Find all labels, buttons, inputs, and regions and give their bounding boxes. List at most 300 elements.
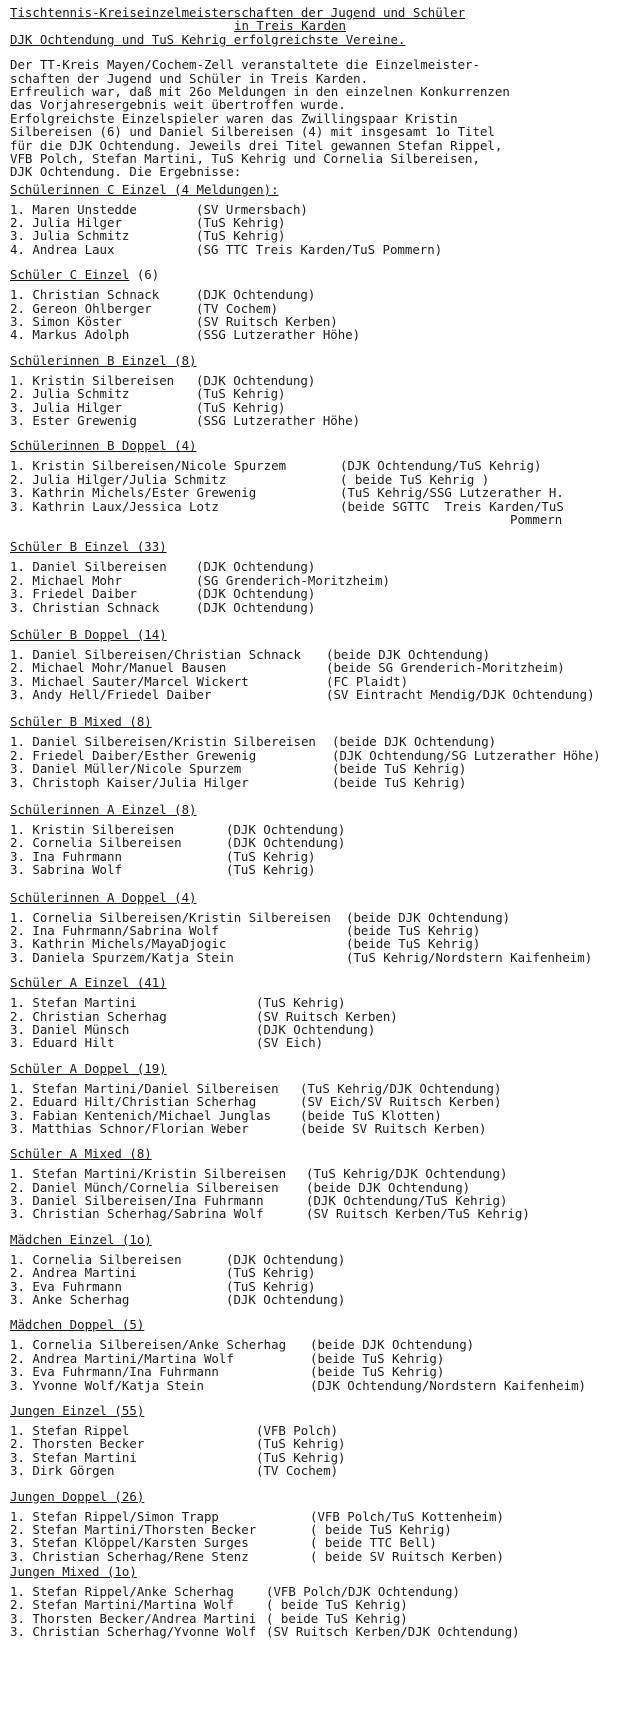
result-club: ( beide TuS Kehrig) xyxy=(266,1597,408,1613)
result-entry xyxy=(10,1095,630,1108)
section-heading xyxy=(10,1147,630,1161)
result-rank: 3. xyxy=(10,1535,25,1551)
result-rank: 2. xyxy=(10,1094,25,1110)
result-rank: 2. xyxy=(10,922,25,938)
result-entry xyxy=(10,473,630,486)
result-entry xyxy=(10,459,630,472)
result-entry xyxy=(10,924,630,937)
result-club: (TuS Kehrig) xyxy=(196,228,286,244)
result-player-name: Stefan Klöppel/Karsten Surges xyxy=(32,1535,249,1551)
result-entry xyxy=(10,560,630,573)
result-club: (DJK Ochtendung) xyxy=(226,1251,346,1267)
result-club: (TuS Kehrig) xyxy=(226,862,316,878)
result-rank: 3. xyxy=(10,673,25,689)
result-club: (DJK Ochtendung/SG Lutzerather Höhe) xyxy=(332,747,601,763)
results-section xyxy=(10,803,630,877)
result-player-name: Christoph Kaiser/Julia Hilger xyxy=(32,774,249,790)
result-club: (TuS Kehrig) xyxy=(226,1265,316,1281)
result-club: (VFB Polch/DJK Ochtendung) xyxy=(266,1584,460,1600)
result-entry xyxy=(10,1167,630,1180)
result-rank: 3. xyxy=(10,586,25,602)
result-rank: 3. xyxy=(10,228,25,244)
intro-line: Silbereisen (6) und Daniel Silbereisen (4) mit insgesamt 1o Titel xyxy=(10,124,495,140)
result-club: (DJK Ochtendung) xyxy=(196,599,316,615)
result-entry xyxy=(10,401,630,414)
result-player-name: Friedel Daiber xyxy=(32,586,137,602)
result-player-name: Julia Hilger/Julia Schmitz xyxy=(32,471,227,487)
result-player-name: Daniel Silbereisen/Kristin Silbereisen xyxy=(32,734,316,750)
result-rank: 3. xyxy=(10,1463,25,1479)
result-club: (SSG Lutzerather Höhe) xyxy=(196,327,361,343)
result-club: (DJK Ochtendung) xyxy=(196,287,316,303)
result-club: (SV Eich) xyxy=(256,1035,324,1051)
result-club: (TV Cochem) xyxy=(256,1463,339,1479)
result-entry xyxy=(10,1510,630,1523)
result-club: (beide TuS Kehrig) xyxy=(346,936,481,952)
intro-line: DJK Ochtendung. Die Ergebnisse: xyxy=(10,164,242,180)
result-entry xyxy=(10,574,630,587)
result-rank: 1. xyxy=(10,995,25,1011)
result-club: (DJK Ochtendung) xyxy=(196,586,316,602)
result-club: (SV Eich/SV Ruitsch Kerben) xyxy=(300,1094,502,1110)
result-rank: 3. xyxy=(10,1107,25,1123)
result-entry xyxy=(10,688,630,701)
result-player-name: Ina Fuhrmann/Sabrina Wolf xyxy=(32,922,219,938)
section-heading xyxy=(10,1233,630,1247)
result-rank: 3. xyxy=(10,1021,25,1037)
result-club: (SV Eintracht Mendig/DJK Ochtendung) xyxy=(326,687,595,703)
result-club: (beide TuS Klotten) xyxy=(300,1107,442,1123)
result-club: (SG Grenderich-Moritzheim) xyxy=(196,572,390,588)
result-player-name: Stefan Rippel xyxy=(32,1422,130,1438)
result-club: (TuS Kehrig/DJK Ochtendung) xyxy=(306,1166,508,1182)
result-rank: 3. xyxy=(10,412,25,428)
section-heading xyxy=(10,268,630,282)
result-club: (beide SG Grenderich-Moritzheim) xyxy=(326,660,565,676)
result-club: ( beide SV Ruitsch Kerben) xyxy=(310,1548,504,1564)
result-club: (TuS Kehrig/SSG Lutzerather H. xyxy=(340,485,564,501)
results-section xyxy=(10,976,630,1050)
result-entry xyxy=(10,1550,630,1563)
result-club: (beide SV Ruitsch Kerben) xyxy=(300,1120,487,1136)
results-section xyxy=(10,1490,630,1564)
result-club: (SV Ruitsch Kerben) xyxy=(196,314,338,330)
result-player-name: Julia Schmitz xyxy=(32,228,130,244)
result-rank: 3. xyxy=(10,1548,25,1564)
result-rank: 2. xyxy=(10,1008,25,1024)
section-heading-text: Schüler B Mixed (8) xyxy=(10,714,152,730)
section-heading xyxy=(10,1404,630,1418)
result-club: (TuS Kehrig/DJK Ochtendung) xyxy=(300,1080,502,1096)
result-player-name: Stefan Martini xyxy=(32,995,137,1011)
result-entry xyxy=(10,1424,630,1437)
result-player-name: Sabrina Wolf xyxy=(32,862,122,878)
result-entry xyxy=(10,1365,630,1378)
result-rank: 2. xyxy=(10,471,25,487)
result-entry xyxy=(10,302,630,315)
result-club: (SV Urmersbach) xyxy=(196,201,308,217)
result-player-name: Fabian Kentenich/Michael Junglas xyxy=(32,1107,272,1123)
result-club: (DJK Ochtendung) xyxy=(226,1292,346,1308)
results-section xyxy=(10,891,630,965)
result-club: (DJK Ochtendung/TuS Kehrig) xyxy=(306,1193,508,1209)
section-heading-text: Schüler B Einzel (33) xyxy=(10,539,167,555)
result-entry xyxy=(10,1293,630,1306)
result-club: (beide TuS Kehrig) xyxy=(310,1364,445,1380)
result-rank: 2. xyxy=(10,747,25,763)
result-rank: 2. xyxy=(10,835,25,851)
result-entry xyxy=(10,850,630,863)
headline-location: in Treis Karden xyxy=(234,18,346,34)
result-club: (SSG Lutzerather Höhe) xyxy=(196,412,361,428)
result-entry xyxy=(10,1266,630,1279)
result-player-name: Eduard Hilt xyxy=(32,1035,115,1051)
result-player-name: Stefan Martini/Thorsten Becker xyxy=(32,1521,257,1537)
result-club: (beide DJK Ochtendung) xyxy=(346,909,511,925)
results-section xyxy=(10,439,630,526)
result-club: ( beide TuS Kehrig) xyxy=(310,1521,452,1537)
result-club: (beide TuS Kehrig) xyxy=(332,761,467,777)
result-entry xyxy=(10,823,630,836)
result-rank: 1. xyxy=(10,559,25,575)
result-player-name: Daniel Münsch xyxy=(32,1021,130,1037)
section-heading-text: Schülerinnen A Doppel (4) xyxy=(10,889,197,905)
result-player-name: Cornelia Silbereisen xyxy=(32,835,182,851)
result-player-name: Daniel Müller/Nicole Spurzem xyxy=(32,761,242,777)
result-player-name: Michael Mohr/Manuel Bausen xyxy=(32,660,227,676)
intro-line: Erfolgreichste Einzelspieler waren das Zwillingspaar Kristin xyxy=(10,110,458,126)
result-rank: 2. xyxy=(10,1521,25,1537)
result-player-name: Andrea Martini xyxy=(32,1265,137,1281)
result-club: (SV Ruitsch Kerben/TuS Kehrig) xyxy=(306,1206,530,1222)
result-rank: 3. xyxy=(10,1377,25,1393)
section-heading xyxy=(10,1565,630,1579)
result-entry xyxy=(10,996,630,1009)
result-player-name: Cornelia Silbereisen/Kristin Silbereisen xyxy=(32,909,331,925)
result-entry xyxy=(10,1625,630,1638)
section-heading xyxy=(10,803,630,817)
result-rank: 2. xyxy=(10,660,25,676)
section-heading-text: Jungen Mixed (1o) xyxy=(10,1564,137,1580)
result-player-name: Daniel Silbereisen xyxy=(32,559,167,575)
result-club: (FC Plaidt) xyxy=(326,673,409,689)
section-heading-text: Schüler A Einzel (41) xyxy=(10,975,167,991)
result-player-name: Maren Unstedde xyxy=(32,201,137,217)
result-rank: 3. xyxy=(10,314,25,330)
result-club: (TuS Kehrig) xyxy=(226,848,316,864)
section-heading-text: Schüler C Einzel xyxy=(10,267,130,283)
result-entry xyxy=(10,863,630,876)
result-entry xyxy=(10,486,630,499)
result-club: (DJK Ochtendung) xyxy=(226,822,346,838)
result-club: (DJK Ochtendung/TuS Kehrig) xyxy=(340,458,542,474)
result-club: (TuS Kehrig) xyxy=(196,386,286,402)
result-player-name: Christian Scherhag/Rene Stenz xyxy=(32,1548,249,1564)
result-entry xyxy=(10,229,630,242)
result-player-name: Thorsten Becker xyxy=(32,1436,145,1452)
result-entry xyxy=(10,1338,630,1351)
result-player-name: Andrea Martini/Martina Wolf xyxy=(32,1350,234,1366)
result-rank: 3. xyxy=(10,1206,25,1222)
result-rank: 2. xyxy=(10,1179,25,1195)
result-player-name: Friedel Daiber/Esther Grewenig xyxy=(32,747,257,763)
result-player-name: Michael Sauter/Marcel Wickert xyxy=(32,673,249,689)
result-player-name: Daniela Spurzem/Katja Stein xyxy=(32,949,234,965)
section-heading xyxy=(10,976,630,990)
result-player-name: Christian Scherhag xyxy=(32,1008,167,1024)
result-entry xyxy=(10,387,630,400)
result-entry xyxy=(10,749,630,762)
result-entry xyxy=(10,1109,630,1122)
result-rank: 1. xyxy=(10,1584,25,1600)
section-heading xyxy=(10,354,630,368)
result-entry xyxy=(10,1023,630,1036)
results-section xyxy=(10,183,630,257)
result-rank: 3. xyxy=(10,687,25,703)
result-entry xyxy=(10,1181,630,1194)
result-entry xyxy=(10,1082,630,1095)
result-player-name: Ina Fuhrmann xyxy=(32,848,122,864)
result-player-name: Julia Schmitz xyxy=(32,386,130,402)
result-rank: 2. xyxy=(10,386,25,402)
result-rank: 3. xyxy=(10,1035,25,1051)
result-entry xyxy=(10,1036,630,1049)
result-rank: 3. xyxy=(10,1610,25,1626)
result-rank: 2. xyxy=(10,1436,25,1452)
section-heading xyxy=(10,628,630,642)
result-entry xyxy=(10,1612,630,1625)
result-entry xyxy=(10,1352,630,1365)
result-rank: 1. xyxy=(10,458,25,474)
headline: Tischtennis-Kreiseinzelmeisterschaften der Jugend und Schüler xyxy=(10,5,466,20)
result-rank: 3. xyxy=(10,1364,25,1380)
result-club: (DJK Ochtendung/Nordstern Kaifenheim) xyxy=(310,1377,587,1393)
section-heading xyxy=(10,715,630,729)
section-heading-text: Schüler A Mixed (8) xyxy=(10,1146,152,1162)
result-player-name: Cornelia Silbereisen/Anke Scherhag xyxy=(32,1337,287,1353)
intro-line: für die DJK Ochtendung. Jeweils drei Titel gewannen Stefan Rippel, xyxy=(10,137,503,153)
results-section xyxy=(10,1318,630,1392)
result-rank: 3. xyxy=(10,848,25,864)
result-entry xyxy=(10,203,630,216)
result-player-name: Andy Hell/Friedel Daiber xyxy=(32,687,212,703)
section-heading-text: Mädchen Doppel (5) xyxy=(10,1317,145,1333)
result-rank: 3. xyxy=(10,399,25,415)
result-entry xyxy=(10,937,630,950)
result-player-name: Christian Schnack xyxy=(32,287,160,303)
result-club: (TV Cochem) xyxy=(196,300,279,316)
result-club: (SV Ruitsch Kerben/DJK Ochtendung) xyxy=(266,1624,520,1640)
section-heading xyxy=(10,1490,630,1504)
result-rank: 3. xyxy=(10,862,25,878)
result-rank: 3. xyxy=(10,599,25,615)
result-rank: 3. xyxy=(10,774,25,790)
results-section xyxy=(10,1147,630,1221)
result-club: (beide TuS Kehrig) xyxy=(346,922,481,938)
section-heading xyxy=(10,1062,630,1076)
result-player-name: Kristin Silbereisen xyxy=(32,372,175,388)
result-entry xyxy=(10,776,630,789)
result-player-name: Thorsten Becker/Andrea Martini xyxy=(32,1610,257,1626)
section-heading-text: Schüler A Doppel (19) xyxy=(10,1060,167,1076)
result-player-name: Anke Scherhag xyxy=(32,1292,130,1308)
result-entry xyxy=(10,762,630,775)
result-entry xyxy=(10,1122,630,1135)
result-entry xyxy=(10,648,630,661)
result-entry xyxy=(10,374,630,387)
results-section xyxy=(10,1233,630,1307)
result-player-name: Christian Scherhag/Yvonne Wolf xyxy=(32,1624,257,1640)
results-section xyxy=(10,1404,630,1478)
result-entry xyxy=(10,216,630,229)
section-heading xyxy=(10,891,630,905)
section-heading-count: (6) xyxy=(129,267,160,283)
result-player-name: Christian Schnack xyxy=(32,599,160,615)
result-rank: 3. xyxy=(10,949,25,965)
result-player-name: Julia Hilger xyxy=(32,399,122,415)
result-player-name: Kathrin Laux/Jessica Lotz xyxy=(32,498,219,514)
section-heading-text: Schülerinnen A Einzel (8) xyxy=(10,802,197,818)
result-club: (DJK Ochtendung) xyxy=(226,835,346,851)
result-player-name: Julia Hilger xyxy=(32,215,122,231)
result-entry xyxy=(10,1464,630,1477)
results-section xyxy=(10,1062,630,1136)
result-club: (SG TTC Treis Karden/TuS Pommern) xyxy=(196,241,443,257)
result-entry xyxy=(10,601,630,614)
result-player-name: Stefan Rippel/Anke Scherhag xyxy=(32,1584,234,1600)
title-block xyxy=(10,6,630,46)
result-player-name: Ester Grewenig xyxy=(32,412,137,428)
result-entry xyxy=(10,587,630,600)
result-rank: 1. xyxy=(10,646,25,662)
result-club: (DJK Ochtendung) xyxy=(256,1021,376,1037)
result-entry xyxy=(10,1010,630,1023)
result-club: (beide DJK Ochtendung) xyxy=(306,1179,471,1195)
section-heading-text: Schülerinnen C Einzel (4 Meldungen): xyxy=(10,181,279,197)
intro-line: VFB Polch, Stefan Martini, TuS Kehrig und Cornelia Silbereisen, xyxy=(10,150,480,166)
document xyxy=(10,6,630,1639)
result-rank: 3. xyxy=(10,1120,25,1136)
result-player-name: Stefan Rippel/Simon Trapp xyxy=(32,1508,219,1524)
result-entry xyxy=(10,1585,630,1598)
result-club: ( beide TTC Bell) xyxy=(310,1535,437,1551)
result-player-name: Eva Fuhrmann xyxy=(32,1278,122,1294)
result-rank: 3. xyxy=(10,485,25,501)
result-rank: 1. xyxy=(10,372,25,388)
result-rank: 1. xyxy=(10,1251,25,1267)
result-club: ( beide TuS Kehrig ) xyxy=(340,471,490,487)
result-entry xyxy=(10,1598,630,1611)
result-player-name: Eva Fuhrmann/Ina Fuhrmann xyxy=(32,1364,219,1380)
results-list xyxy=(10,183,630,1639)
result-rank: 2. xyxy=(10,300,25,316)
result-rank: 3. xyxy=(10,1193,25,1209)
section-heading-text: Mädchen Einzel (1o) xyxy=(10,1231,152,1247)
result-entry xyxy=(10,1280,630,1293)
result-entry xyxy=(10,1379,630,1392)
result-rank: 1. xyxy=(10,734,25,750)
result-rank: 3. xyxy=(10,1278,25,1294)
result-rank: 1. xyxy=(10,287,25,303)
result-entry xyxy=(10,1437,630,1450)
result-rank: 3. xyxy=(10,498,25,514)
result-player-name: Stefan Martini xyxy=(32,1449,137,1465)
result-entry xyxy=(10,675,630,688)
result-club: (DJK Ochtendung) xyxy=(196,559,316,575)
section-heading xyxy=(10,183,630,197)
results-section xyxy=(10,354,630,428)
result-rank: 2. xyxy=(10,1350,25,1366)
result-entry xyxy=(10,735,630,748)
result-club: (TuS Kehrig) xyxy=(256,1449,346,1465)
result-player-name: Yvonne Wolf/Katja Stein xyxy=(32,1377,204,1393)
result-rank: 2. xyxy=(10,572,25,588)
section-heading xyxy=(10,1318,630,1332)
result-rank: 1. xyxy=(10,1508,25,1524)
result-entry xyxy=(10,243,630,256)
section-heading-text: Schüler B Doppel (14) xyxy=(10,626,167,642)
result-club: (TuS Kehrig/Nordstern Kaifenheim) xyxy=(346,949,593,965)
result-entry xyxy=(10,1523,630,1536)
result-entry xyxy=(10,1536,630,1549)
result-club: (VFB Polch/TuS Kottenheim) xyxy=(310,1508,504,1524)
result-player-name: Stefan Martini/Kristin Silbereisen xyxy=(32,1166,287,1182)
intro-line: das Vorjahresergebnis weit übertroffen wurde. xyxy=(10,97,346,113)
result-rank: 3. xyxy=(10,936,25,952)
section-heading xyxy=(10,439,630,453)
result-player-name: Markus Adolph xyxy=(32,327,130,343)
result-rank: 1. xyxy=(10,201,25,217)
result-entry xyxy=(10,288,630,301)
result-entry xyxy=(10,1253,630,1266)
result-entry xyxy=(10,661,630,674)
result-entry xyxy=(10,315,630,328)
result-rank: 1. xyxy=(10,909,25,925)
result-player-name: Gereon Ohlberger xyxy=(32,300,152,316)
result-entry xyxy=(10,1451,630,1464)
result-club-continuation: Pommern xyxy=(510,511,563,527)
result-player-name: Andrea Laux xyxy=(32,241,115,257)
result-player-name: Kathrin Michels/MayaDjogic xyxy=(32,936,227,952)
result-player-name: Daniel Silbereisen/Christian Schnack xyxy=(32,646,301,662)
result-rank: 1. xyxy=(10,1166,25,1182)
result-player-name: Michael Mohr xyxy=(32,572,122,588)
result-entry xyxy=(10,328,630,341)
result-rank: 1. xyxy=(10,1422,25,1438)
section-heading-text: Jungen Doppel (26) xyxy=(10,1488,145,1504)
result-rank: 3. xyxy=(10,1624,25,1640)
result-rank: 2. xyxy=(10,1597,25,1613)
results-section xyxy=(10,628,630,702)
intro-paragraph xyxy=(10,58,630,179)
result-rank: 4. xyxy=(10,327,25,343)
result-rank: 2. xyxy=(10,1265,25,1281)
result-player-name: Stefan Martini/Daniel Silbereisen xyxy=(32,1080,279,1096)
result-club: (SV Ruitsch Kerben) xyxy=(256,1008,398,1024)
subheadline: DJK Ochtendung und TuS Kehrig erfolgreichste Vereine. xyxy=(10,31,406,47)
result-entry xyxy=(10,500,630,527)
result-club: (beide DJK Ochtendung) xyxy=(332,734,497,750)
result-player-name: Kathrin Michels/Ester Grewenig xyxy=(32,485,257,501)
results-section xyxy=(10,540,630,614)
results-section xyxy=(10,1565,630,1639)
result-rank: 1. xyxy=(10,1080,25,1096)
intro-line: schaften der Jugend und Schüler in Treis Karden. xyxy=(10,70,369,86)
result-rank: 3. xyxy=(10,761,25,777)
result-club: (TuS Kehrig) xyxy=(256,995,346,1011)
result-club: (TuS Kehrig) xyxy=(196,399,286,415)
result-rank: 3. xyxy=(10,1449,25,1465)
